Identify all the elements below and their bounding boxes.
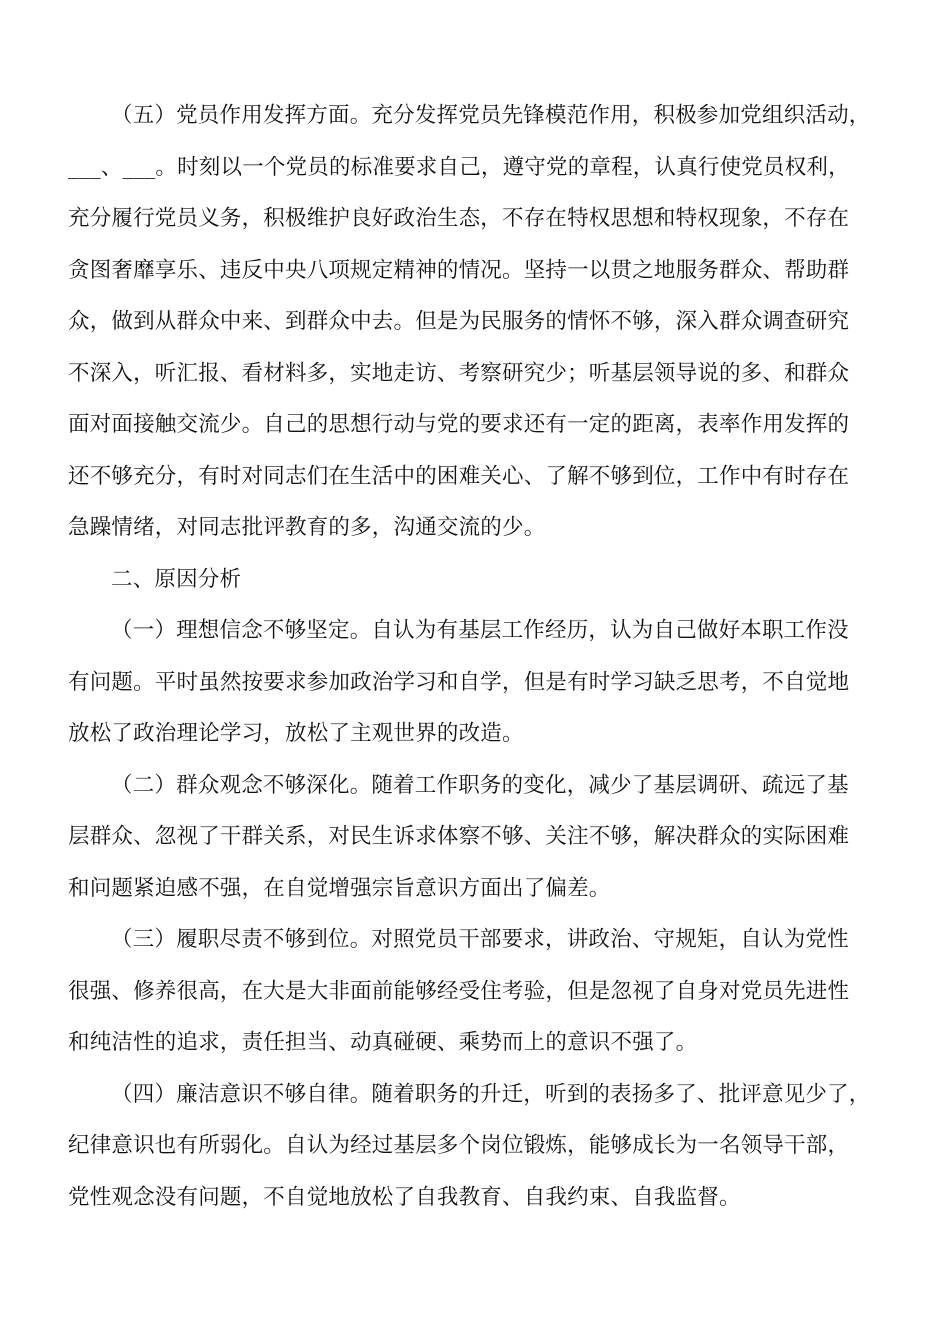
document-body bbox=[68, 90, 882, 1223]
text-line: 很强、修养很高，在大是大非面前能够经受住考验，但是忽视了自身对党员先进性 bbox=[68, 978, 850, 1004]
text-line: （三）履职尽责不够到位。对照党员干部要求，讲政治、守规矩，自认为党性 bbox=[111, 927, 849, 952]
paragraph-duty-performance bbox=[68, 914, 882, 1069]
text-line: 急躁情绪，对同志批评教育的多，沟通交流的少。 bbox=[68, 515, 546, 540]
text-line: 纪律意识也有所弱化。自认为经过基层多个岗位锻炼，能够成长为一名领导干部， bbox=[68, 1133, 850, 1158]
paragraph-mass-concept bbox=[68, 760, 882, 915]
text-line: 众，做到从群众中来、到群众中去。但是为民服务的情怀不够，深入群众调查研究 bbox=[68, 309, 850, 334]
section-heading-cause-analysis bbox=[68, 554, 882, 606]
paragraph-ideals-beliefs bbox=[68, 605, 882, 760]
text-line: 充分履行党员义务，积极维护良好政治生态，不存在特权思想和特权现象，不存在 bbox=[68, 206, 850, 231]
paragraph-party-member-role bbox=[68, 90, 882, 554]
text-line: （二）群众观念不够深化。随着工作职务的变化，减少了基层调研、疏远了基 bbox=[111, 772, 849, 798]
text-line: 有问题。平时虽然按要求参加政治学习和自学，但是有时学习缺乏思考，不自觉地 bbox=[68, 669, 850, 695]
heading-text: 二、原因分析 bbox=[111, 566, 242, 592]
paragraph-integrity-awareness bbox=[68, 1069, 882, 1224]
text-line: （五）党员作用发挥方面。充分发挥党员先锋模范作用，积极参加党组织活动， bbox=[111, 103, 871, 128]
text-line: 放松了政治理论学习，放松了主观世界的改造。 bbox=[68, 721, 524, 746]
text-line: 面对面接触交流少。自己的思想行动与党的要求还有一定的距离，表率作用发挥的 bbox=[68, 412, 850, 437]
text-line: 还不够充分，有时对同志们在生活中的困难关心、了解不够到位，工作中有时存在 bbox=[68, 463, 850, 489]
text-line: 和纯洁性的追求，责任担当、动真碰硬、乘势而上的意识不强了。 bbox=[68, 1030, 698, 1055]
text-line: 贪图奢靡享乐、违反中央八项规定精神的情况。坚持一以贯之地服务群众、帮助群 bbox=[68, 257, 850, 283]
text-line: 和问题紧迫感不强，在自觉增强宗旨意识方面出了偏差。 bbox=[68, 875, 611, 901]
text-line: 不深入，听汇报、看材料多，实地走访、考察研究少；听基层领导说的多、和群众 bbox=[68, 360, 850, 386]
text-line: 层群众、忽视了干群关系，对民生诉求体察不够、关注不够，解决群众的实际困难 bbox=[68, 824, 850, 849]
text-line: 党性观念没有问题，不自觉地放松了自我教育、自我约束、自我监督。 bbox=[68, 1184, 741, 1210]
text-line: ___、___。时刻以一个党员的标准要求自己，遵守党的章程，认真行使党员权利， bbox=[68, 154, 850, 180]
text-line: （一）理想信念不够坚定。自认为有基层工作经历，认为自己做好本职工作没 bbox=[111, 618, 849, 643]
text-line: （四）廉洁意识不够自律。随着职务的升迁，听到的表扬多了、批评意见少了， bbox=[111, 1081, 871, 1107]
